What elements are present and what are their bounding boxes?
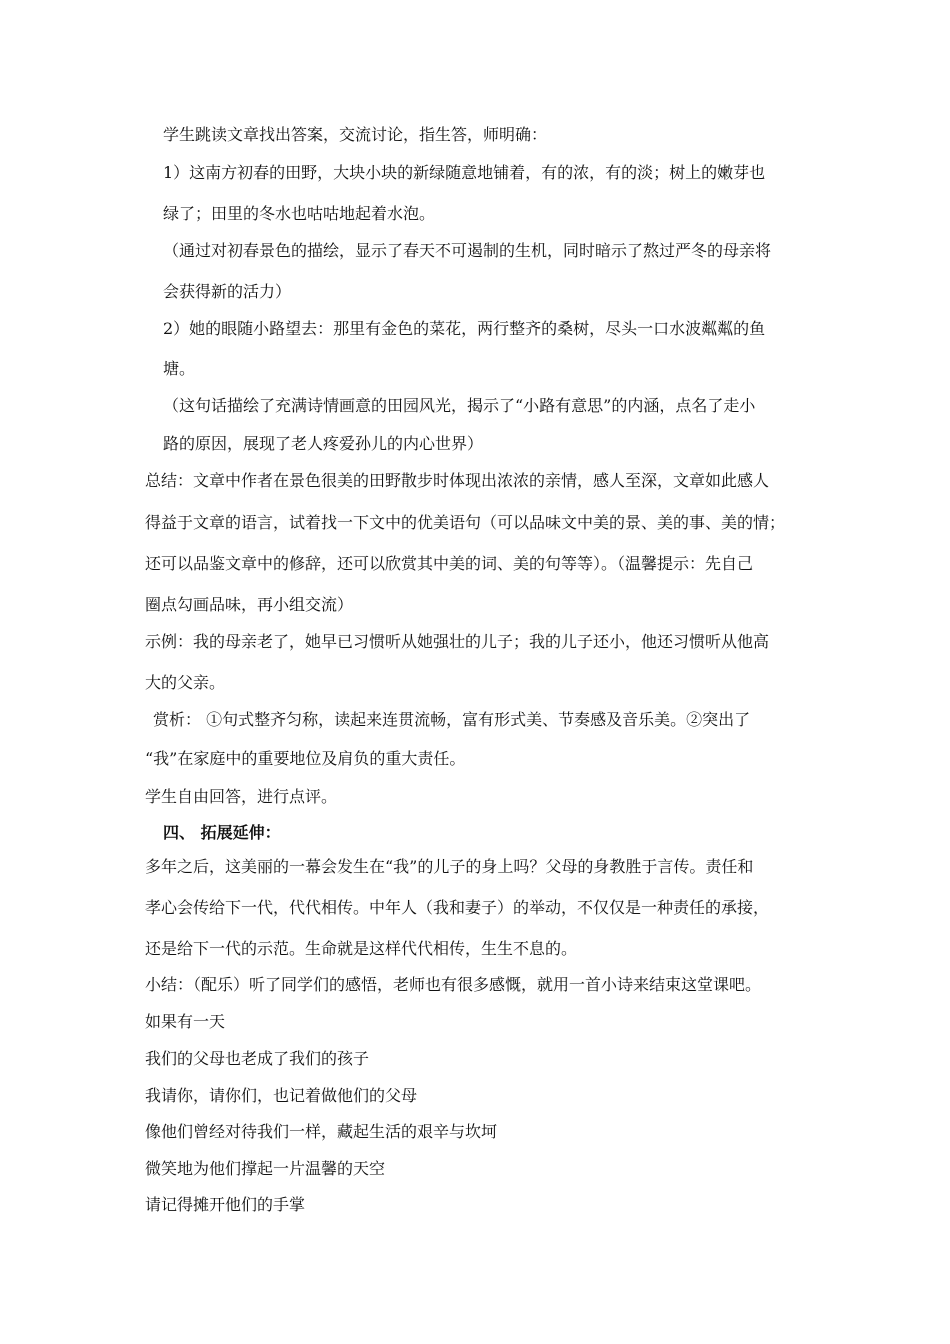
summary-line-1: 总结：文章中作者在景色很美的田野散步时体现出浓浓的亲情，感人至深，文章如此感人 (145, 471, 770, 490)
intro-line: 学生跳读文章找出答案，交流讨论，指生答，师明确： (163, 125, 548, 144)
example-line-2: 大的父亲。 (145, 673, 226, 692)
poem-line: 我们的父母也老成了我们的孩子 (145, 1049, 370, 1068)
poem-line: 如果有一天 (145, 1012, 226, 1031)
answer-2-line-2: 塘。 (163, 359, 196, 378)
poem-line: 微笑地为他们撑起一片温馨的天空 (145, 1159, 386, 1178)
note-2-line-1: （这句话描绘了充满诗情画意的田园风光，揭示了“小路有意思”的内涵，点名了走小 (163, 396, 756, 415)
appreciation-line-2: “我”在家庭中的重要地位及肩负的重大责任。 (145, 749, 466, 768)
closing-summary-line: 小结：（配乐）听了同学们的感悟，老师也有很多感慨，就用一首小诗来结束这堂课吧。 (145, 975, 762, 994)
summary-line-4: 圈点勾画品味，再小组交流） (145, 595, 354, 614)
answer-1-line-1: 1）这南方初春的田野，大块小块的新绿随意地铺着，有的浓，有的淡；树上的嫩芽也 (163, 163, 766, 182)
summary-line-2: 得益于文章的语言，试着找一下文中的优美语句（可以品味文中美的景、美的事、美的情； (145, 513, 786, 532)
summary-line-3: 还可以品鉴文章中的修辞，还可以欣赏其中美的词、美的句等等）。（温馨提示：先自己 (145, 554, 754, 573)
note-1-line-2: 会获得新的活力） (163, 282, 292, 301)
extension-line-3: 还是给下一代的示范。生命就是这样代代相传，生生不息的。 (145, 939, 578, 958)
answer-1-line-2: 绿了；田里的冬水也咕咕地起着水泡。 (163, 204, 436, 223)
note-1-line-1: （通过对初春景色的描绘，显示了春天不可遏制的生机，同时暗示了熬过严冬的母亲将 (163, 241, 772, 260)
extension-line-1: 多年之后，这美丽的一幕会发生在“我”的儿子的身上吗？父母的身教胜于言传。责任和 (145, 857, 754, 876)
note-2-line-2: 路的原因，展现了老人疼爱孙儿的内心世界） (163, 434, 484, 453)
poem-line: 请记得摊开他们的手掌 (145, 1195, 306, 1214)
poem-line: 我请你，请你们，也记着做他们的父母 (145, 1086, 418, 1105)
example-line-1: 示例：我的母亲老了，她早已习惯听从她强壮的儿子；我的儿子还小，他还习惯听从他高 (145, 632, 770, 651)
section-heading: 四、 拓展延伸： (163, 823, 281, 842)
appreciation-line-1: 赏析： ①句式整齐匀称，读起来连贯流畅，富有形式美、节奏感及音乐美。②突出了 (153, 710, 751, 729)
poem-line: 像他们曾经对待我们一样，藏起生活的艰辛与坎坷 (145, 1122, 498, 1141)
free-answer-line: 学生自由回答，进行点评。 (145, 787, 338, 806)
answer-2-line-1: 2）她的眼随小路望去：那里有金色的菜花，两行整齐的桑树，尽头一口水波粼粼的鱼 (163, 319, 766, 338)
extension-line-2: 孝心会传给下一代，代代相传。中年人（我和妻子）的举动，不仅仅是一种责任的承接， (145, 898, 770, 917)
